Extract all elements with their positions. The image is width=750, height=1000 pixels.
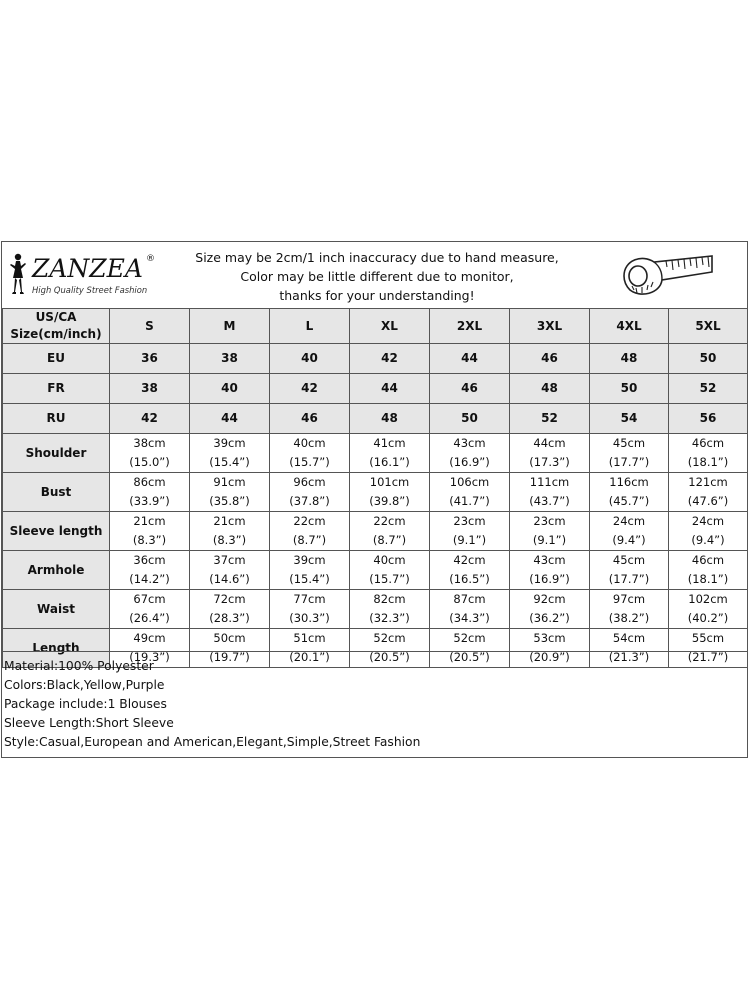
notice-line: Color may be little different due to monitor, [240,269,514,284]
measurement-inch: (8.7”) [292,533,327,547]
measurement-cell [510,551,590,590]
conversion-value: 46 [510,344,590,374]
conversion-value: 44 [430,344,510,374]
measurement-inch: (32.3”) [369,611,410,625]
measurement-cell [590,512,669,551]
measurement-cm: 67cm [133,592,166,606]
conversion-value: 48 [590,344,669,374]
measurement-cm: 102cm [688,592,728,606]
measurement-cm: 82cm [373,592,406,606]
measurement-cm: 41cm [373,436,406,450]
measurement-inch: (9.4”) [612,533,646,547]
measurement-cm: 50cm [213,631,246,645]
measurement-inch: (21.3”) [608,650,650,664]
measurement-cm: 22cm [373,514,406,528]
measurement-cm: 96cm [293,475,326,489]
measurement-inch: (35.8”) [209,494,250,508]
measurement-inch: (20.9”) [529,650,570,664]
measurement-inch: (8.3”) [132,533,167,547]
detail-line: Material:100% Polyester [4,659,154,673]
measurement-inch: (18.1”) [687,455,729,469]
measurement-cell [350,434,430,473]
measurement-cell [590,473,669,512]
measurement-cm: 51cm [293,631,326,645]
conversion-value: 38 [190,344,270,374]
measurement-notice [162,248,592,305]
measurement-cm: 101cm [369,475,410,489]
size-chart [1,241,748,758]
measurement-inch: (16.9”) [529,572,570,586]
measurement-inch: (17.7”) [608,572,650,586]
measurement-label: Sleeve length [3,512,110,551]
size-header: M [190,309,270,344]
measurement-cm: 37cm [213,553,246,567]
measurement-cell [669,434,748,473]
measurement-inch: (33.9”) [129,494,170,508]
measurement-cell [350,551,430,590]
measurement-label: Shoulder [3,434,110,473]
measurement-cell [190,551,270,590]
measurement-inch: (47.6”) [687,494,729,508]
measurement-inch: (21.7”) [687,650,729,664]
measurement-cell [430,473,510,512]
measurement-cm: 44cm [533,436,566,450]
measurement-cm: 97cm [612,592,646,606]
measurement-cm: 22cm [293,514,326,528]
measurement-cm: 52cm [373,631,406,645]
measurement-row [3,512,748,551]
measurement-cm: 86cm [133,475,166,489]
measurement-cm: 23cm [533,514,566,528]
measurement-cm: 36cm [133,553,166,567]
product-details [2,651,747,752]
measurement-row [3,551,748,590]
measurement-cell [190,434,270,473]
measurement-cell [190,590,270,629]
brand-logo [6,250,156,300]
measurement-cell [110,512,190,551]
measurement-cm: 24cm [612,514,646,528]
size-header: 2XL [430,309,510,344]
measurement-cell [430,590,510,629]
conversion-value: 38 [110,374,190,404]
conversion-label: FR [3,374,110,404]
measurement-cell [669,551,748,590]
measurement-cm: 52cm [453,631,486,645]
measurement-inch: (15.7”) [369,572,410,586]
measurement-row [3,434,748,473]
measurement-inch: (36.2”) [529,611,570,625]
measurement-cm: 43cm [533,553,566,567]
size-header: XL [350,309,430,344]
detail-line: Colors:Black,Yellow,Purple [4,678,165,692]
measurement-inch: (30.3”) [289,611,330,625]
measurement-cell [590,434,669,473]
registered-mark: ® [146,254,155,264]
conversion-value: 46 [270,404,350,434]
conversion-value: 42 [270,374,350,404]
measurement-cm: 77cm [293,592,326,606]
measurement-cm: 40cm [373,553,406,567]
measurement-cell [110,551,190,590]
size-table [2,308,748,668]
conversion-value: 44 [190,404,270,434]
measurement-cm: 46cm [691,553,725,567]
measurement-inch: (26.4”) [129,611,170,625]
size-header: 3XL [510,309,590,344]
measurement-cm: 42cm [453,553,486,567]
measurement-cell [350,512,430,551]
measurement-inch: (14.2”) [129,572,170,586]
measurement-cm: 54cm [612,631,646,645]
measurement-inch: (38.2”) [608,611,650,625]
corner-label-line: US/CA [35,310,77,324]
measurement-label: Length [3,629,110,668]
conversion-value: 48 [350,404,430,434]
measurement-cm: 87cm [453,592,486,606]
size-corner-label [3,309,110,344]
measurement-inch: (20.5”) [449,650,490,664]
measurement-cell [270,512,350,551]
measurement-cell [110,590,190,629]
measurement-inch: (15.0”) [129,455,170,469]
measurement-cell [110,434,190,473]
measurement-cell [350,590,430,629]
measurement-cm: 21cm [213,514,246,528]
measurement-cm: 91cm [213,475,246,489]
conversion-value: 44 [350,374,430,404]
measurement-inch: (9.4”) [691,533,725,547]
measurement-cm: 92cm [533,592,566,606]
size-header-row [3,309,748,344]
conversion-value: 50 [430,404,510,434]
measurement-cell [190,512,270,551]
conversion-value: 54 [590,404,669,434]
conversion-value: 52 [669,374,748,404]
measurement-inch: (20.1”) [289,650,330,664]
measurement-cell [270,473,350,512]
conversion-value: 46 [430,374,510,404]
measurement-cell [590,551,669,590]
conversion-value: 42 [110,404,190,434]
measurement-cm: 45cm [612,436,646,450]
measurement-inch: (8.7”) [372,533,407,547]
conversion-value: 56 [669,404,748,434]
conversion-value: 48 [510,374,590,404]
conversion-label: RU [3,404,110,434]
detail-line: Style:Casual,European and American,Elegant,Simple,Street Fashion [4,735,421,749]
measurement-inch: (20.5”) [369,650,410,664]
measurement-cell [510,473,590,512]
measurement-inch: (16.9”) [449,455,490,469]
brand-tagline: High Quality Street Fashion [32,285,148,295]
measurement-inch: (40.2”) [687,611,729,625]
measuring-tape-icon [620,246,716,306]
measurement-cm: 38cm [133,436,166,450]
measurement-cell [669,590,748,629]
measurement-cell [110,473,190,512]
size-header: 4XL [590,309,669,344]
measurement-cell [190,473,270,512]
measurement-inch: (41.7”) [449,494,490,508]
measurement-cm: 21cm [133,514,166,528]
measurement-cm: 43cm [453,436,486,450]
measurement-inch: (16.5”) [449,572,490,586]
measurement-cell [510,512,590,551]
measurement-inch: (19.3”) [129,650,170,664]
measurement-inch: (15.4”) [289,572,330,586]
size-header: 5XL [669,309,748,344]
conversion-row [3,374,748,404]
measurement-cell [590,590,669,629]
notice-line: Size may be 2cm/1 inch inaccuracy due to hand measure, [195,250,559,265]
measurement-cell [270,551,350,590]
measurement-cm: 111cm [529,475,570,489]
conversion-value: 40 [270,344,350,374]
measurement-cm: 39cm [293,553,326,567]
measurement-inch: (16.1”) [369,455,410,469]
measurement-inch: (43.7”) [529,494,570,508]
measurement-inch: (15.7”) [289,455,330,469]
measurement-inch: (34.3”) [449,611,490,625]
conversion-value: 50 [669,344,748,374]
measurement-cell [430,512,510,551]
measurement-inch: (8.3”) [212,533,247,547]
measurement-cm: 121cm [688,475,728,489]
measurement-label: Bust [3,473,110,512]
measurement-inch: (37.8”) [289,494,330,508]
conversion-row [3,344,748,374]
size-chart-header [2,242,747,309]
corner-label-line: Size(cm/inch) [10,327,102,341]
measurement-row [3,590,748,629]
measurement-cell [350,473,430,512]
measurement-cell [669,512,748,551]
measurement-cell [430,551,510,590]
measurement-inch: (18.1”) [687,572,729,586]
measurement-inch: (9.1”) [532,533,567,547]
woman-silhouette-icon [6,252,30,298]
conversion-value: 36 [110,344,190,374]
notice-line: thanks for your understanding! [279,288,475,303]
brand-name: ZANZEA [32,254,143,283]
conversion-value: 50 [590,374,669,404]
detail-line: Package include:1 Blouses [4,697,167,711]
measurement-label: Armhole [3,551,110,590]
measurement-cm: 106cm [449,475,490,489]
measurement-inch: (28.3”) [209,611,250,625]
conversion-value: 40 [190,374,270,404]
measurement-inch: (14.6”) [209,572,250,586]
size-header: S [110,309,190,344]
measurement-cell [510,590,590,629]
size-header: L [270,309,350,344]
measurement-cm: 49cm [133,631,166,645]
measurement-inch: (17.7”) [608,455,650,469]
measurement-cm: 55cm [691,631,725,645]
measurement-cm: 40cm [293,436,326,450]
measurement-cm: 23cm [453,514,486,528]
conversion-row [3,404,748,434]
measurement-cm: 72cm [213,592,246,606]
measurement-cell [669,473,748,512]
measurement-cm: 53cm [533,631,566,645]
measurement-cell [270,434,350,473]
conversion-value: 52 [510,404,590,434]
measurement-cell [430,434,510,473]
measurement-label: Waist [3,590,110,629]
measurement-cm: 116cm [609,475,649,489]
measurement-cm: 24cm [691,514,725,528]
measurement-cm: 39cm [213,436,246,450]
measurement-cm: 45cm [612,553,646,567]
measurement-inch: (17.3”) [529,455,570,469]
measurement-inch: (45.7”) [608,494,650,508]
measurement-cm: 46cm [691,436,725,450]
conversion-value: 42 [350,344,430,374]
measurement-inch: (15.4”) [209,455,250,469]
measurement-cell [510,434,590,473]
measurement-inch: (9.1”) [452,533,487,547]
measurement-row [3,473,748,512]
detail-line: Sleeve Length:Short Sleeve [4,716,174,730]
conversion-label: EU [3,344,110,374]
measurement-cell [270,590,350,629]
measurement-inch: (39.8”) [369,494,410,508]
measurement-inch: (19.7”) [209,650,250,664]
